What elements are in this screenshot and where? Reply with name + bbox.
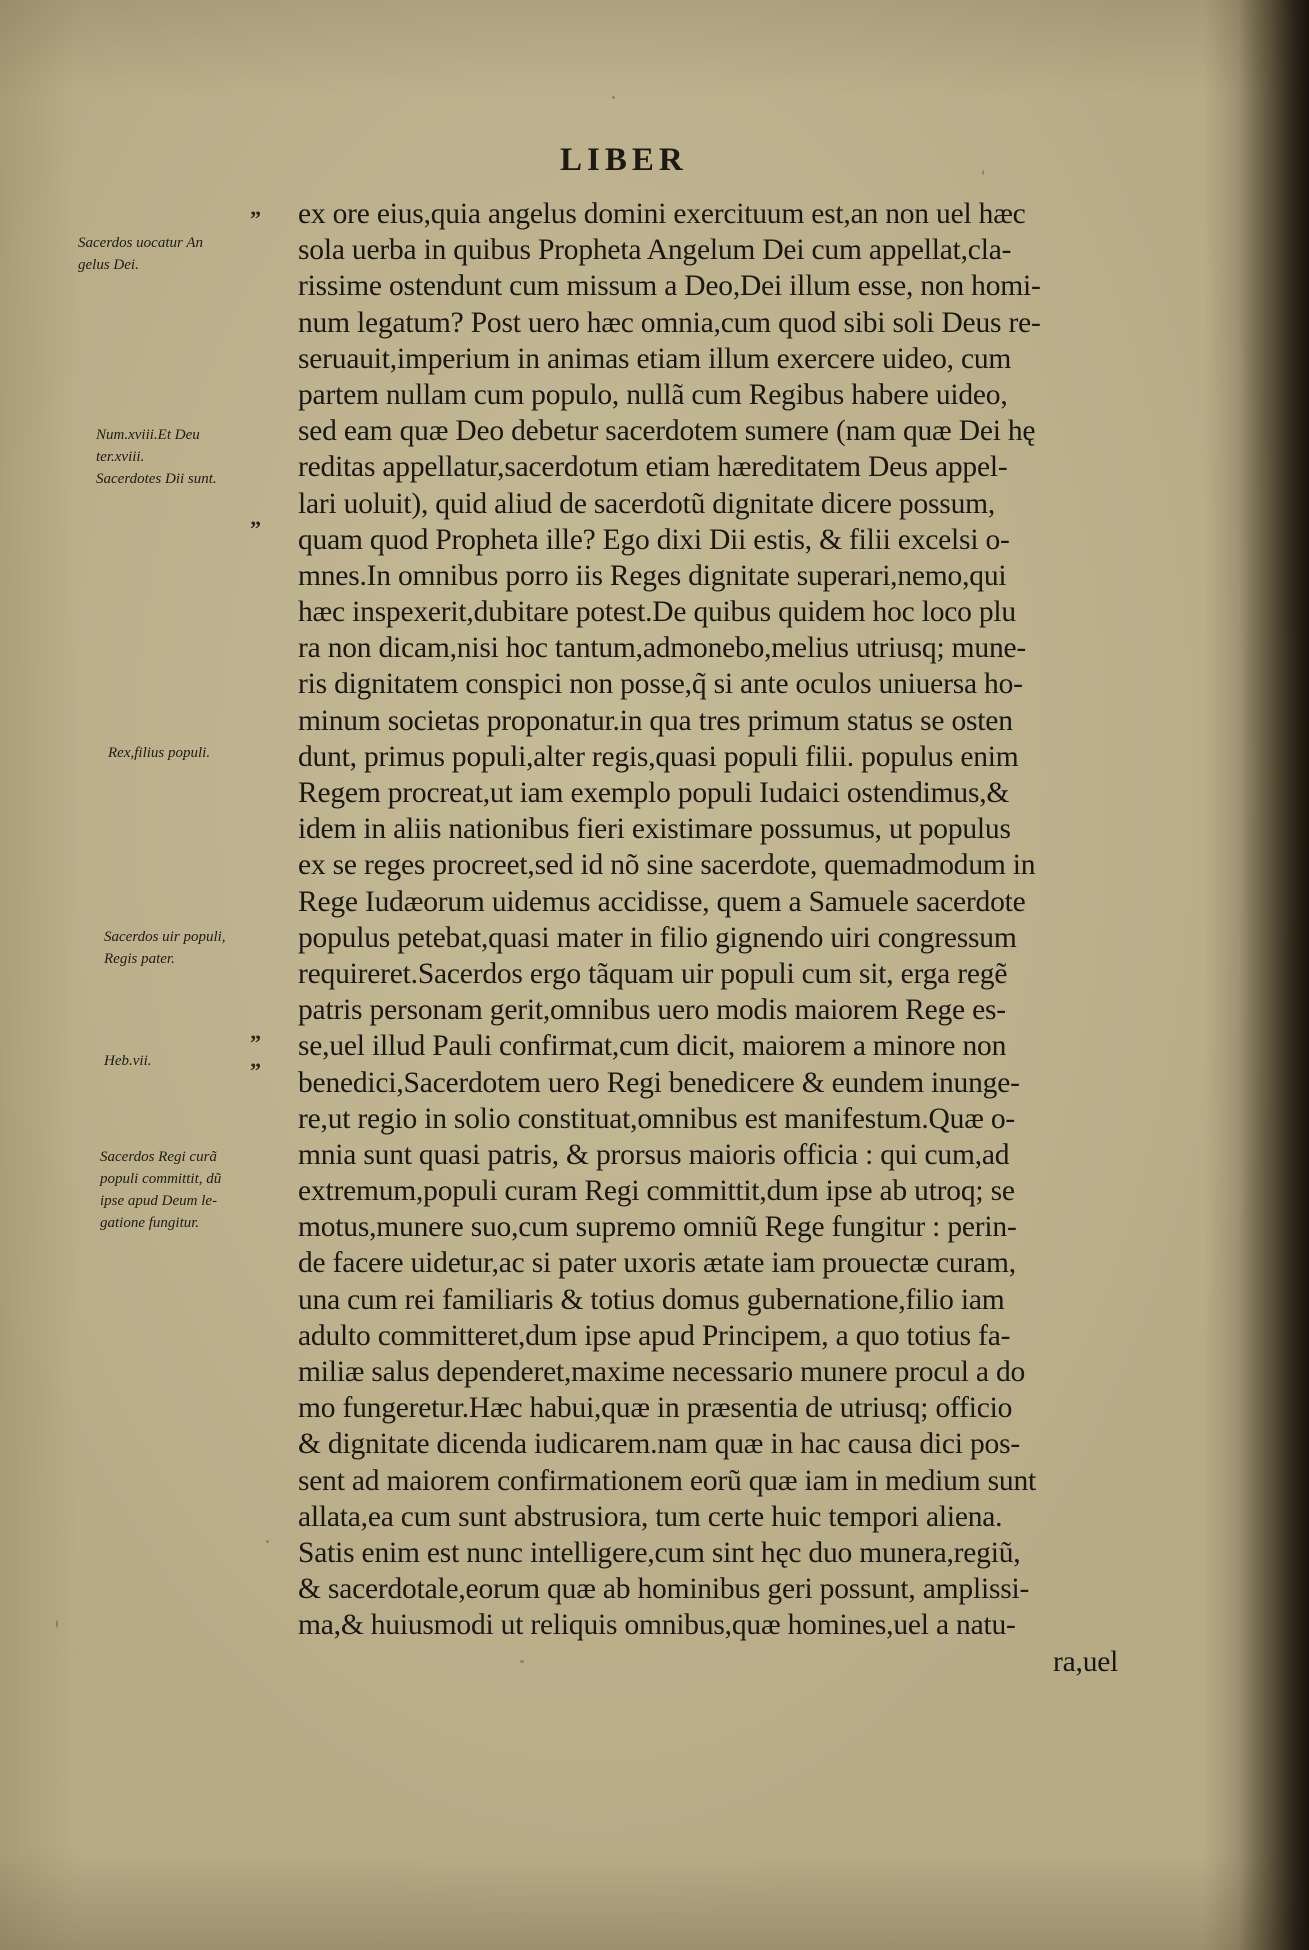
text-line: num legatum? Post uero hæc omnia,cum quod sibi soli Deus re- xyxy=(298,306,1041,339)
text-line: hæc inspexerit,dubitare potest.De quibus quidem hoc loco plu xyxy=(298,596,1016,629)
text-line: se,uel illud Pauli confirmat,cum dicit, maiorem a minore non xyxy=(298,1030,1007,1063)
text-line: minum societas proponatur.in qua tres primum status se osten xyxy=(298,704,1013,737)
paper-speck xyxy=(266,1540,269,1543)
text-line: Rege Iudæorum uidemus accidisse, quem a Samuele sacerdote xyxy=(298,885,1026,918)
margin-note-line: Sacerdotes Dii sunt. xyxy=(96,471,217,487)
text-line: ra non dicam,nisi hoc tantum,admonebo,melius utriusq; mune- xyxy=(298,632,1027,665)
quote-mark: ” xyxy=(250,206,261,231)
margin-note-line: gatione fungitur. xyxy=(100,1215,200,1231)
text-line: quam quod Propheta ille? Ego dixi Dii estis, & filii excelsi o- xyxy=(298,523,1010,556)
text-line: sola uerba in quibus Propheta Angelum Dei cum appellat,cla- xyxy=(298,234,1012,267)
margin-note-line: Sacerdos Regi curã xyxy=(100,1149,217,1165)
text-line: patris personam gerit,omnibus uero modis maiorem Rege es- xyxy=(298,994,1006,1027)
margin-note-line: populi committit, dũ xyxy=(100,1171,222,1187)
text-line: sed eam quæ Deo debetur sacerdotem sumere (nam quæ Dei hę xyxy=(298,415,1036,448)
margin-note-numeri xyxy=(96,424,296,490)
quote-mark: ” xyxy=(250,1058,261,1083)
text-line: lari uoluit), quid aliud de sacerdotũ dignitate dicere possum, xyxy=(298,487,996,520)
margin-note-line: ipse apud Deum le- xyxy=(100,1193,218,1209)
text-line: reditas appellatur,sacerdotum etiam hæreditatem Deus appel- xyxy=(298,451,1008,484)
text-line: dunt, primus populi,alter regis,quasi populi filii. populus enim xyxy=(298,740,1019,773)
paper-speck xyxy=(612,96,615,99)
text-line: miliæ salus dependeret,maxime necessario munere procul a do xyxy=(298,1356,1026,1388)
margin-note-line: Sacerdos uocatur An xyxy=(78,235,203,251)
margin-note-hebraeos xyxy=(104,1050,304,1072)
text-line: populus petebat,quasi mater in filio gignendo uiri congressum xyxy=(298,921,1017,954)
quote-mark: ” xyxy=(250,516,261,541)
margin-note-line: Heb.vii. xyxy=(104,1053,152,1069)
text-line: & sacerdotale,eorum quæ ab hominibus geri possunt, amplissi- xyxy=(298,1573,1030,1606)
text-line: ma,& huiusmodi ut reliquis omnibus,quæ homines,uel a natu- xyxy=(298,1609,1016,1642)
text-line: mnes.In omnibus porro iis Reges dignitate superari,nemo,qui xyxy=(298,559,1007,592)
text-line: rissime ostendunt cum missum a Deo,Dei illum esse, non homi- xyxy=(298,270,1041,303)
text-line: Regem procreat,ut iam exemplo populi Iudaici ostendimus,& xyxy=(298,777,1010,809)
text-line: motus,munere suo,cum supremo omniũ Rege fungitur : perin- xyxy=(298,1211,1017,1244)
text-line: ris dignitatem conspici non posse,q̃ si ante oculos uniuersa ho- xyxy=(298,668,1023,701)
gutter-shadow xyxy=(1239,0,1309,1950)
quote-mark: ” xyxy=(250,1030,261,1055)
running-head: LIBER xyxy=(560,142,688,178)
paper-speck xyxy=(520,1660,524,1663)
body-text xyxy=(298,196,1218,1680)
text-line: requireret.Sacerdos ergo tãquam uir populi cum sit, erga regẽ xyxy=(298,957,1008,990)
text-line: extremum,populi curam Regi committit,dum ipse ab utroq; se xyxy=(298,1175,1015,1208)
text-line: mo fungeretur.Hæc habui,quæ in præsentia de utriusq; officio xyxy=(298,1392,1013,1425)
margin-note-sacerdos-regi xyxy=(100,1146,300,1234)
text-line: seruauit,imperium in animas etiam illum exercere uideo, cum xyxy=(298,342,1012,375)
text-line: partem nullam cum populo, nullã cum Regibus habere uideo, xyxy=(298,378,1008,411)
catchword: ra,uel xyxy=(1053,1645,1119,1678)
text-line: re,ut regio in solio constituat,omnibus est manifestum.Quæ o- xyxy=(298,1102,1016,1135)
margin-note-line: Regis pater. xyxy=(104,951,175,967)
text-line: Satis enim est nunc intelligere,cum sint hęc duo munera,regiũ, xyxy=(298,1536,1021,1569)
paper-speck xyxy=(982,170,984,175)
text-line: sent ad maiorem confirmationem eorũ quæ iam in medium sunt xyxy=(298,1464,1037,1497)
text-line: benedici,Sacerdotem uero Regi benedicere & eundem inunge- xyxy=(298,1066,1020,1099)
text-line: una cum rei familiaris & totius domus gubernatione,filio iam xyxy=(298,1283,1005,1316)
text-line: ex se reges procreet,sed id nõ sine sacerdote, quemadmodum in xyxy=(298,849,1036,882)
margin-note-line: gelus Dei. xyxy=(78,257,139,273)
text-line: & dignitate dicenda iudicarem.nam quæ in hac causa dici pos- xyxy=(298,1428,1020,1461)
margin-note-rex xyxy=(108,742,308,764)
text-line: adulto committeret,dum ipse apud Principem, a quo totius fa- xyxy=(298,1319,1011,1352)
text-line: idem in aliis nationibus fieri existimare possumus, ut populus xyxy=(298,813,1011,846)
text-line: allata,ea cum sunt abstrusiora, tum certe huic tempori aliena. xyxy=(298,1500,1003,1533)
margin-note-line: Rex,filius populi. xyxy=(108,745,211,761)
margin-note-line: Num.xviii.Et Deu xyxy=(96,427,200,443)
paper-speck xyxy=(56,1620,58,1628)
margin-note-sacerdos-uir xyxy=(104,926,304,970)
text-line: de facere uidetur,ac si pater uxoris ætate iam prouectæ curam, xyxy=(298,1247,1016,1280)
text-line: mnia sunt quasi patris, & prorsus maioris officia : qui cum,ad xyxy=(298,1138,1010,1171)
text-line: ex ore eius,quia angelus domini exercituum est,an non uel hæc xyxy=(298,198,1026,230)
margin-note-line: Sacerdos uir populi, xyxy=(104,929,226,945)
margin-note-angelus xyxy=(78,232,278,276)
margin-note-line: ter.xviii. xyxy=(96,449,145,465)
